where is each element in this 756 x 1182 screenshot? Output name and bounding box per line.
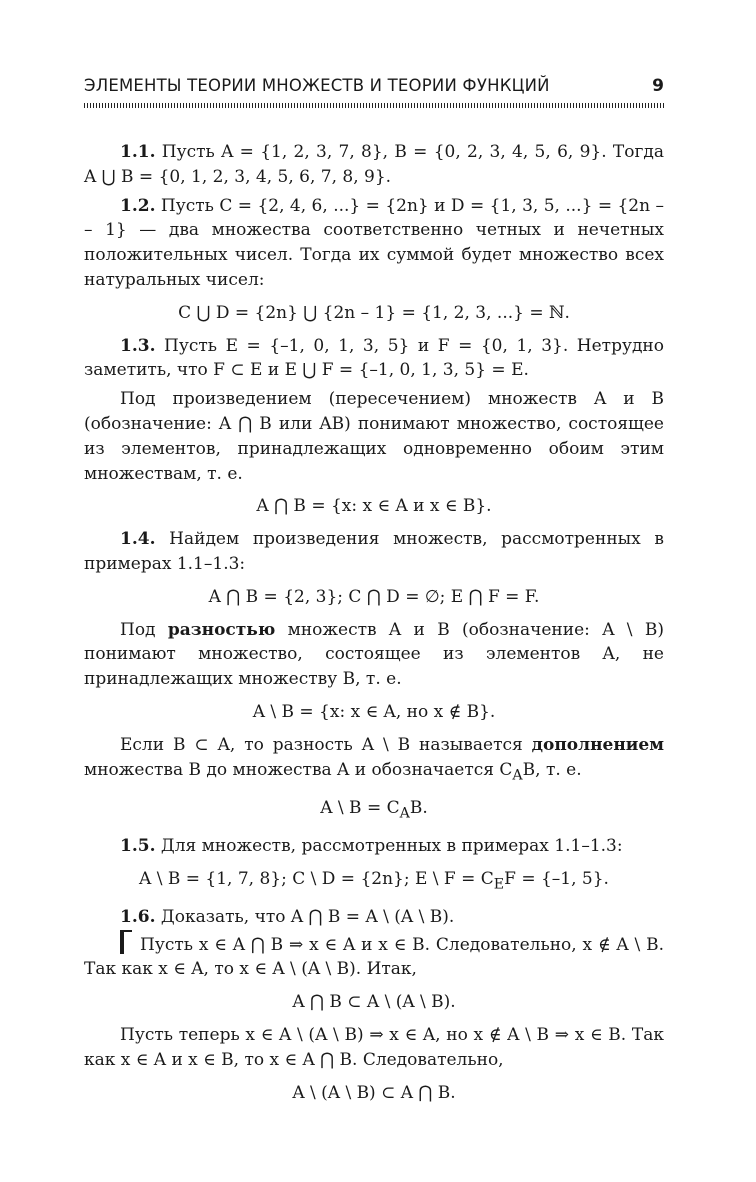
difference-definition: Под разностью множеств A и B (обозначение: A \ B) понимают множество, состоящее из элементов A, не принадлежащих множеству B, т. е. — [84, 619, 664, 690]
example-1-6 — [84, 905, 664, 930]
term-complement: дополнением — [531, 734, 664, 755]
example-label: 1.6. — [120, 906, 156, 927]
example-text: Пусть E = {–1, 0, 1, 3, 5} и F = {0, 1, 3}. Нетрудно заметить, что F ⊂ E и E ⋃ F = {–1, 0, 1, 3, 5} = E. — [84, 335, 664, 381]
term-difference: разностью — [167, 619, 276, 640]
example-1-3 — [84, 334, 664, 384]
running-header — [84, 76, 664, 96]
example-text: Пусть C = {2, 4, 6, ...} = {2n} и D = {1, 3, 5, ...} = {2n – – 1} — два множества соответственно четных и нечетных положительных чисел. Тогда их суммой будет множество всех натуральных чисел: — [84, 195, 664, 290]
complement-definition: Если B ⊂ A, то разность A \ B называется дополнением множества B до множества A и обозначается $C_AB$, т. е. — [84, 734, 664, 783]
page-content — [84, 140, 664, 1113]
example-text: Пусть A = {1, 2, 3, 7, 8}, B = {0, 2, 3, 4, 5, 6, 9}. Тогда A ⋃ B = {0, 1, 2, 3, 4, 5, 6, 7, 8, 9}. — [84, 142, 664, 187]
example-1-5 — [84, 834, 664, 859]
proof-part-1: Пусть x ∈ A ⋂ B ⇒ x ∈ A и x ∈ B. Следовательно, x ∉ A \ B. Так как x ∈ A, то x ∈ A \ (A \ B). Итак, — [84, 930, 664, 983]
example-text: Для множеств, рассмотренных в примерах 1.1–1.3: — [155, 835, 623, 856]
example-label: 1.4. — [120, 529, 156, 550]
header-title: ЭЛЕМЕНТЫ ТЕОРИИ МНОЖЕСТВ И ТЕОРИИ ФУНКЦИЙ — [84, 76, 550, 95]
formula-proof-2: A \ (A \ B) ⊂ A ⋂ B. — [292, 1082, 456, 1103]
header-rule — [84, 103, 664, 108]
example-label: 1.1. — [120, 142, 156, 162]
intersection-definition: Под произведением (пересечением) множеств A и B (обозначение: A ⋂ B или AB) понимают множество, состоящее из элементов, принадлежащих одновременно обоим этим множествам, т. е. — [84, 389, 664, 484]
example-1-1 — [84, 140, 664, 190]
example-label: 1.3. — [120, 335, 156, 356]
proof-start-icon — [120, 930, 132, 954]
example-text: Доказать, что A ⋂ B = A \ (A \ B). — [155, 906, 455, 927]
example-1-2 — [84, 194, 664, 293]
example-label: 1.2. — [120, 195, 156, 216]
formula-intersection: A ⋂ B = {x: x ∈ A и x ∈ B}. — [256, 496, 492, 517]
formula-intersections: A ⋂ B = {2, 3}; C ⋂ D = ∅; E ⋂ F = F. — [208, 586, 540, 607]
example-1-4 — [84, 527, 664, 577]
formula-proof-1: A ⋂ B ⊂ A \ (A \ B). — [292, 992, 456, 1013]
formula-differences: A \ B = {1, 7, 8}; C \ D = {2n}; E \ $F = C_EF = \{-1$, 5}. — [139, 868, 609, 893]
page-number: 9 — [652, 76, 664, 96]
formula-difference: A \ B = {x: x ∈ A, но x ∉ B}. — [252, 701, 496, 722]
formula-complement: A \ $B = C_AB$. — [320, 797, 428, 822]
example-text: Найдем произведения множеств, рассмотренных в примерах 1.1–1.3: — [84, 529, 664, 574]
proof-part-2: Пусть теперь x ∈ A \ (A \ B) ⇒ x ∈ A, но x ∉ A \ B ⇒ x ∈ B. Так как x ∈ A и x ∈ B, то x ∈ A ⋂ B. Следовательно, — [84, 1025, 664, 1070]
formula-union-natural: C ⋃ D = {2n} ⋃ {2n – 1} = {1, 2, 3, ...} = ℕ. — [178, 302, 570, 323]
example-label: 1.5. — [120, 835, 156, 856]
